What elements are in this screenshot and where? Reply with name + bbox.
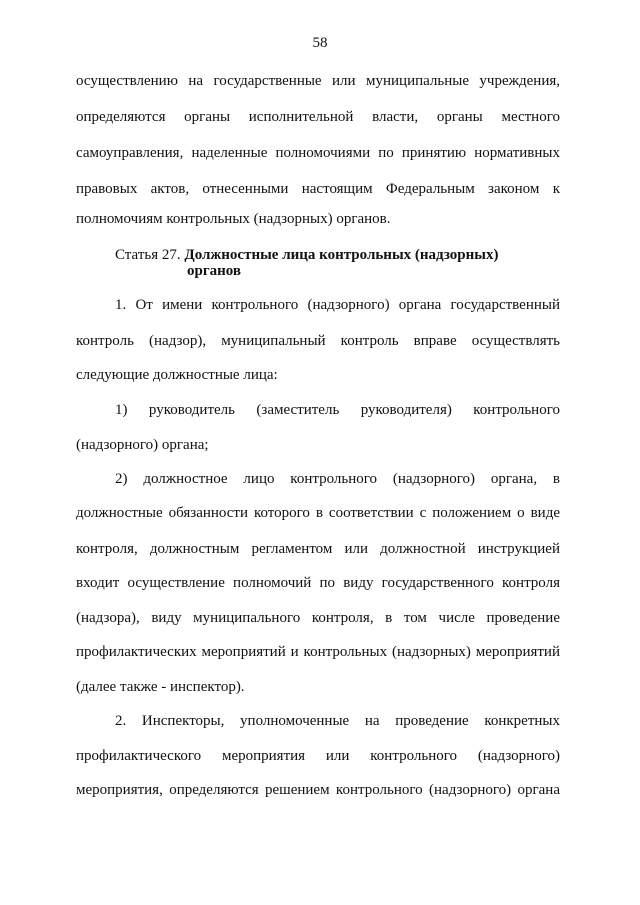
paragraph-2-line: мероприятия, определяются решением контрольного (надзорного) органа [76,782,560,798]
text-line: определяются органы исполнительной власти, органы местного [76,109,560,125]
paragraph-2-line: профилактического мероприятия или контрольного (надзорного) [76,748,560,764]
article-heading [115,246,498,264]
text-line: самоуправления, наделенные полномочиями по принятию нормативных [76,145,560,161]
subitem-2-line: (надзора), виду муниципального контроля, в том числе проведение [76,610,560,626]
article-title-continued: органов [187,263,242,279]
page-number: 58 [312,35,328,51]
subitem-2-line: входит осуществление полномочий по виду государственного контроля [76,575,560,591]
paragraph-1-line: следующие должностные лица: [76,367,278,383]
subitem-2-line: должностные обязанности которого в соответствии с положением о виде [76,505,560,521]
text-line: полномочиям контрольных (надзорных) органов. [76,211,391,227]
subitem-2-line: 2) должностное лицо контрольного (надзорного) органа, в [115,471,560,487]
article-number: Статья 27. [115,247,181,263]
subitem-1-line: 1) руководитель (заместитель руководителя) контрольного [115,402,560,418]
article-title: Должностные лица контрольных (надзорных) [184,247,499,263]
paragraph-1-line: контроль (надзор), муниципальный контроль вправе осуществлять [76,333,560,349]
text-line: правовых актов, отнесенными настоящим Федеральным законом к [76,181,560,197]
text-line: осуществлению на государственные или муниципальные учреждения, [76,73,560,89]
paragraph-1-line: 1. От имени контрольного (надзорного) органа государственный [115,297,560,313]
subitem-1-line: (надзорного) органа; [76,437,209,453]
subitem-2-line: контроля, должностным регламентом или должностной инструкцией [76,541,560,557]
subitem-2-line: (далее также - инспектор). [76,679,245,695]
paragraph-2-line: 2. Инспекторы, уполномоченные на проведение конкретных [115,713,560,729]
subitem-2-line: профилактических мероприятий и контрольных (надзорных) мероприятий [76,644,560,660]
